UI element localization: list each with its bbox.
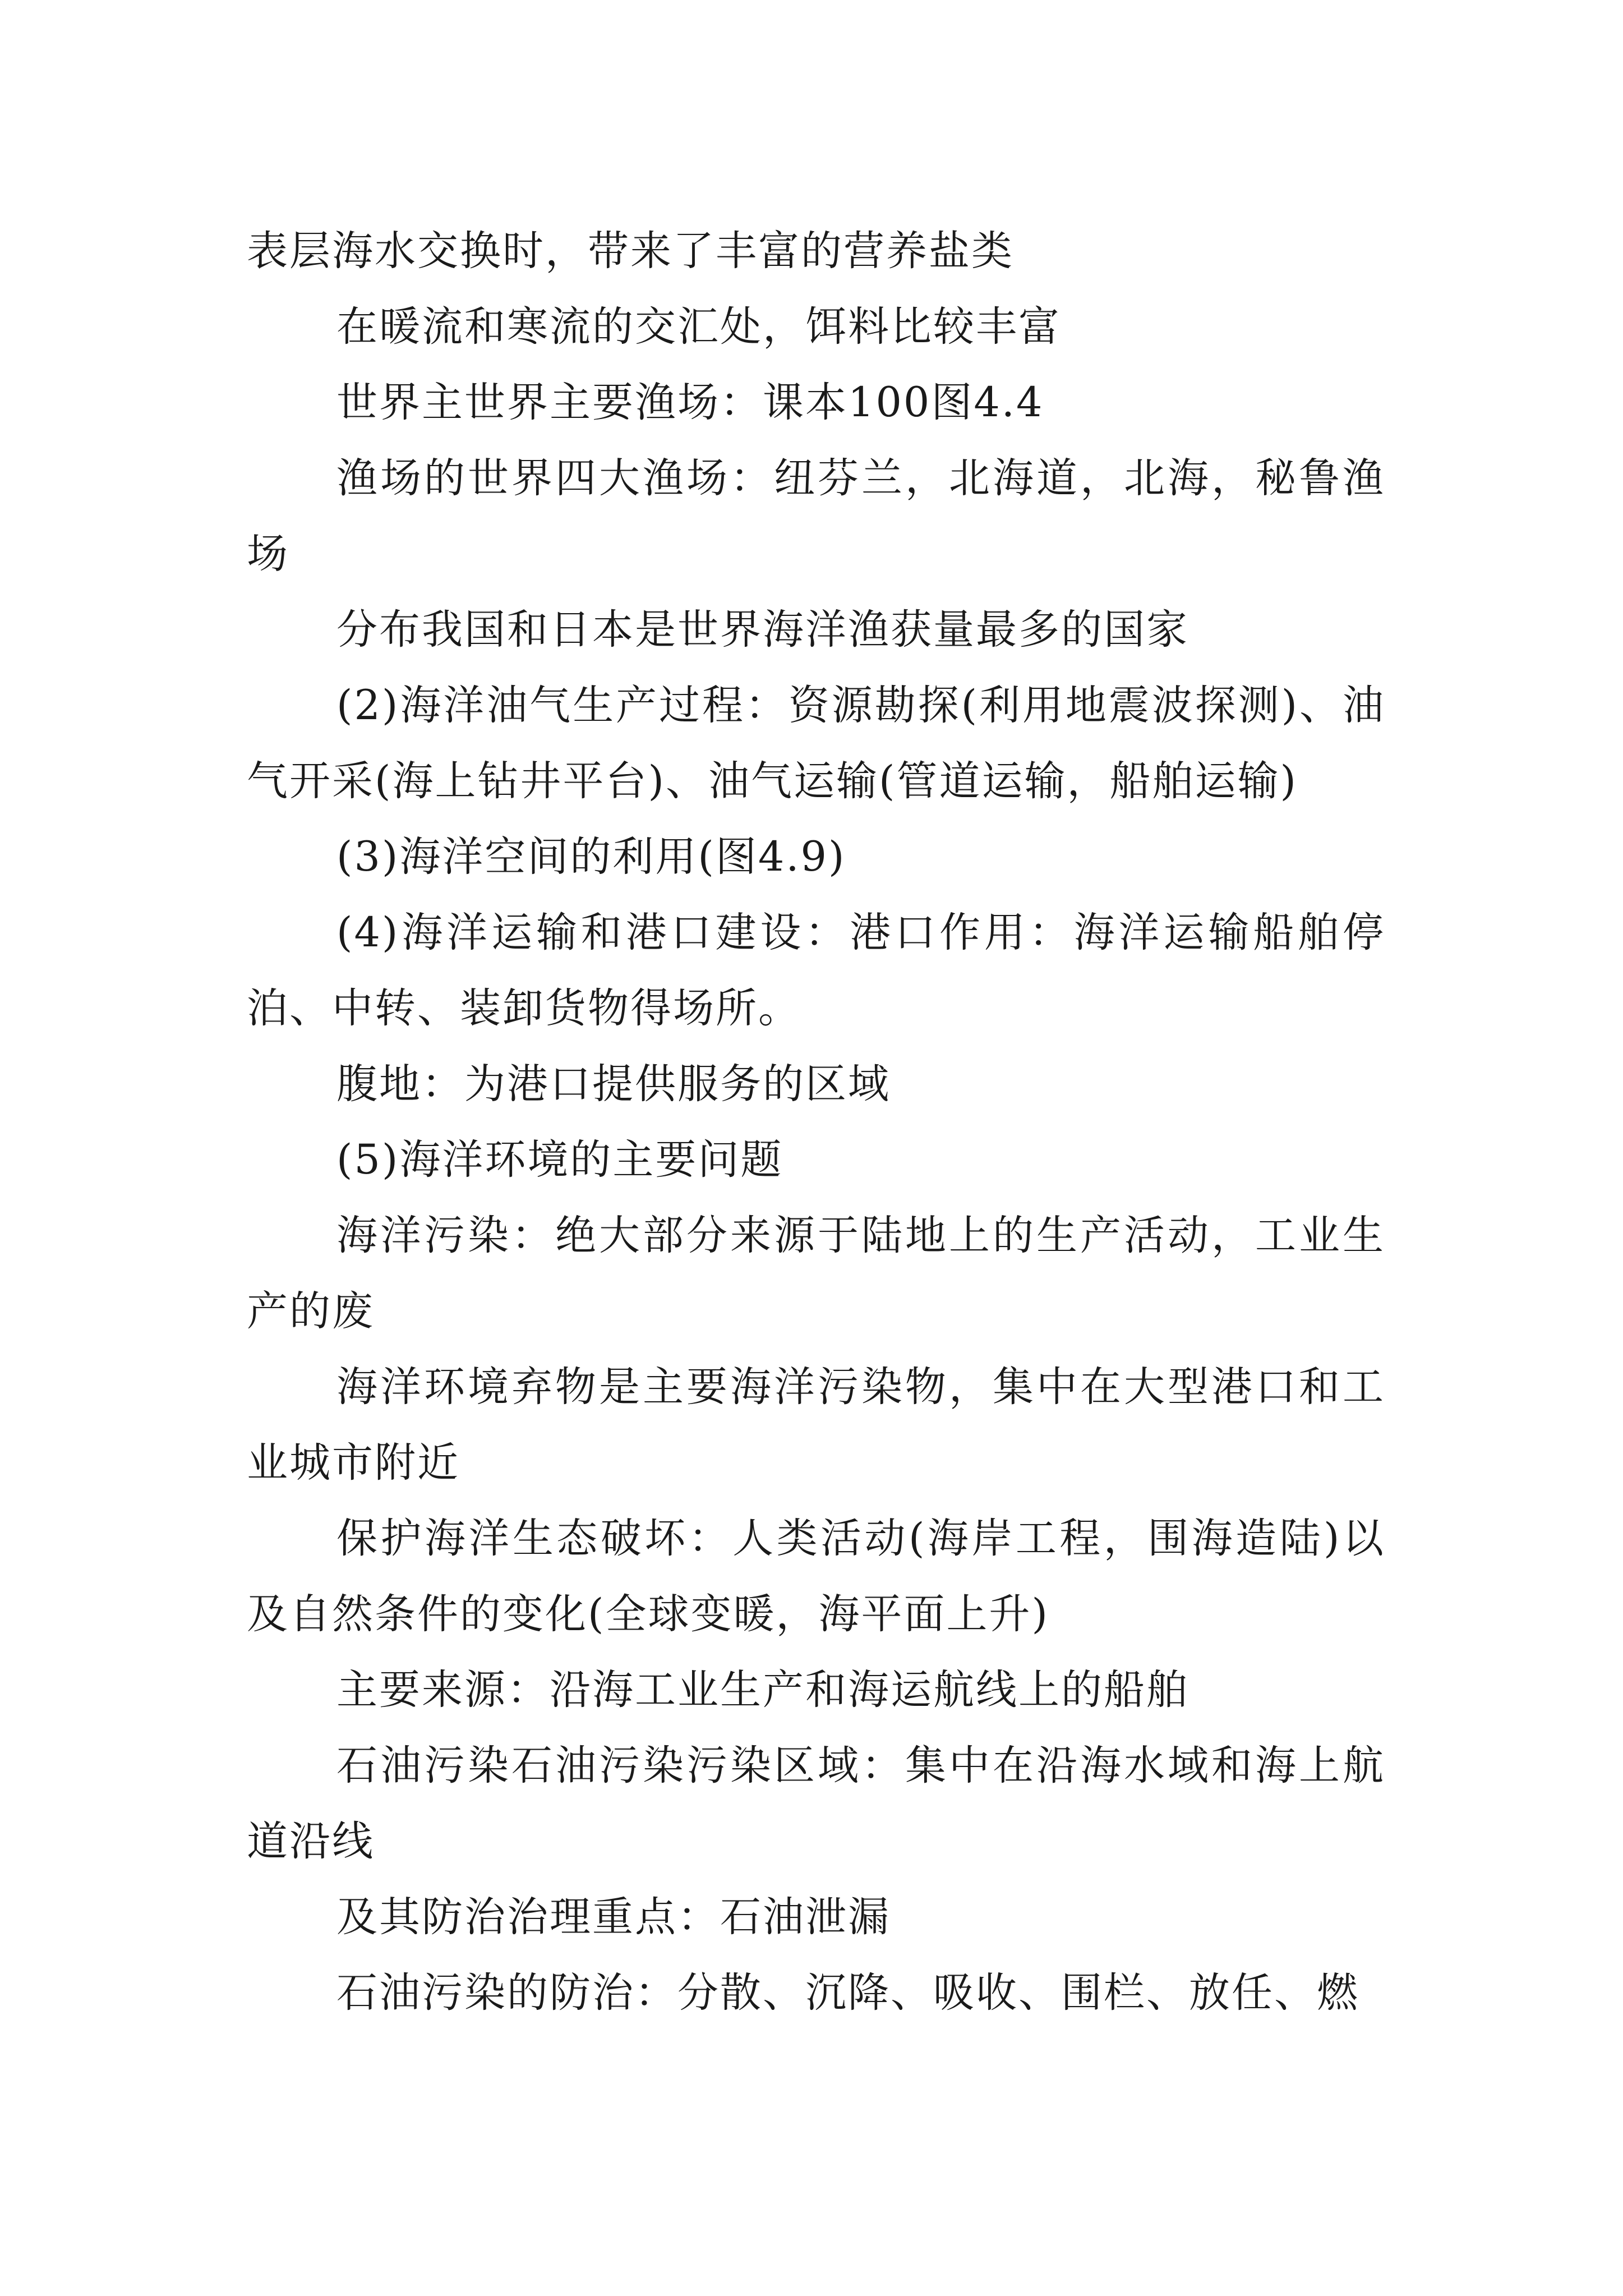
paragraph: 及其防治治理重点：石油泄漏: [336, 1893, 891, 1941]
paragraph: 保护海洋生态破坏：人类活动(海岸工程，围海造陆)以及自然条件的变化(全球变暖，海平面上升): [247, 1515, 1385, 1638]
paragraph: 腹地：为港口提供服务的区域: [336, 1060, 891, 1108]
paragraph: 石油污染的防治：分散、沉降、吸收、围栏、放任、燃: [336, 1969, 1359, 2017]
paragraph: 表层海水交换时，带来了丰富的营养盐类: [247, 227, 1014, 275]
paragraph: 渔场的世界四大渔场：纽芬兰，北海道，北海，秘鲁渔场: [247, 454, 1385, 578]
paragraph: (3)海洋空间的利用(图4.9): [336, 833, 846, 881]
paragraph: 主要来源：沿海工业生产和海运航线上的船舶: [336, 1666, 1189, 1714]
paragraph: (4)海洋运输和港口建设：港口作用：海洋运输船舶停泊、中转、装卸货物得场所。: [247, 909, 1385, 1032]
paragraph: 分布我国和日本是世界海洋渔获量最多的国家: [336, 606, 1189, 654]
document-body: [247, 213, 1385, 2031]
paragraph: 海洋环境弃物是主要海洋污染物，集中在大型港口和工业城市附近: [247, 1363, 1385, 1487]
paragraph: (5)海洋环境的主要问题: [336, 1136, 783, 1184]
paragraph: 世界主世界主要渔场：课本100图4.4: [336, 379, 1044, 426]
paragraph: 石油污染石油污染污染区域：集中在沿海水域和海上航道沿线: [247, 1742, 1385, 1865]
paragraph: (2)海洋油气生产过程：资源勘探(利用地震波探测)、油气开采(海上钻井平台)、油气运输(管道运输，船舶运输): [247, 682, 1385, 805]
paragraph: 海洋污染：绝大部分来源于陆地上的生产活动，工业生产的废: [247, 1212, 1385, 1335]
paragraph: 在暖流和寒流的交汇处，饵料比较丰富: [336, 303, 1061, 351]
